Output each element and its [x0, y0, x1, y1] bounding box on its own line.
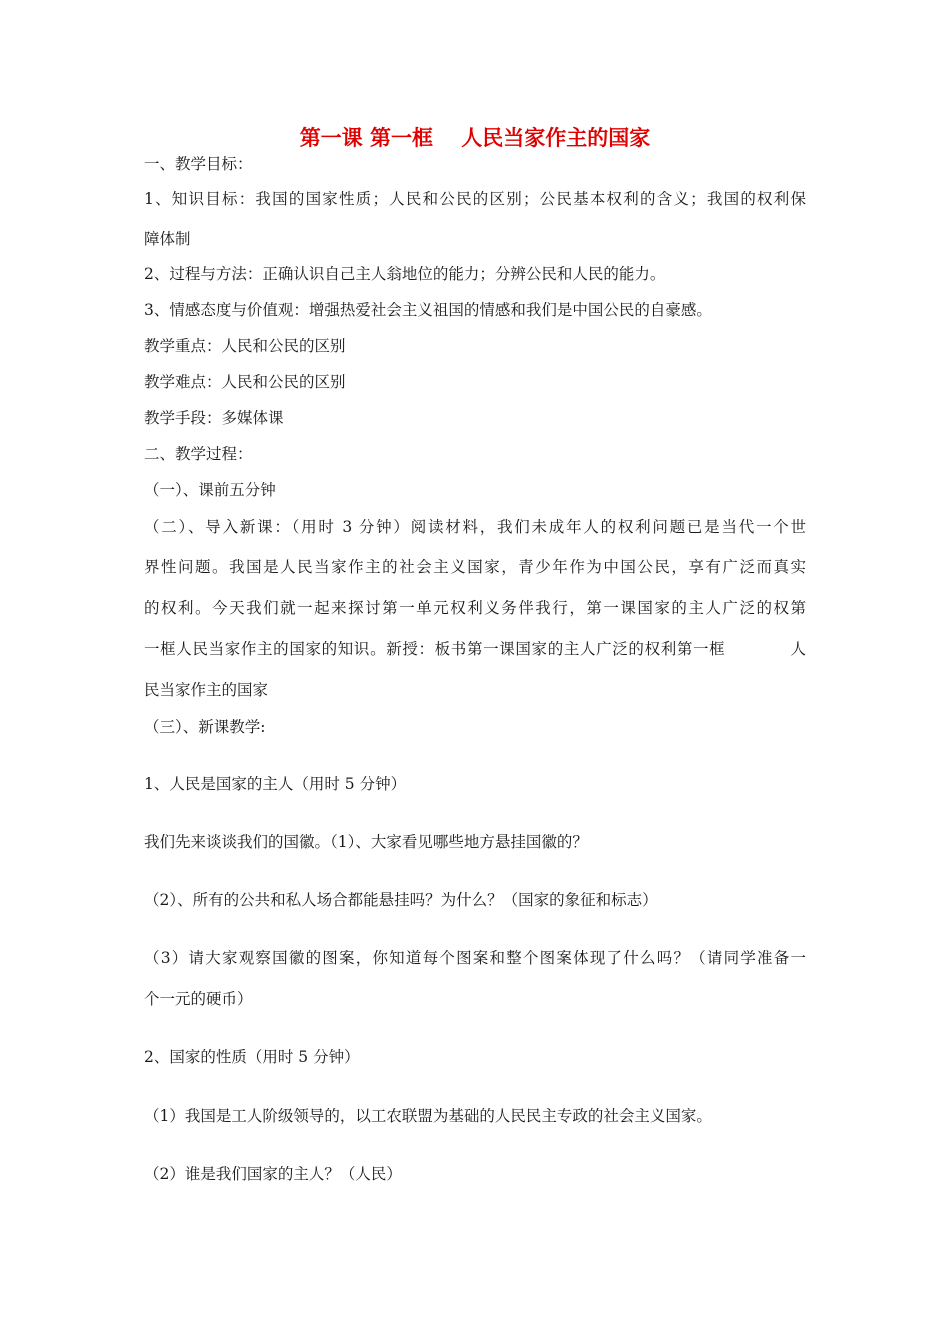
text-line: （3）请大家观察国徽的图案，你知道每个图案和整个图案体现了什么吗？（请同学准备一: [144, 949, 806, 967]
text-line: 二、教学过程：: [144, 445, 253, 463]
text-line: 界性问题。我国是人民当家作主的社会主义国家，青少年作为中国公民，享有广泛而真实: [144, 558, 806, 576]
text-line: 一、教学目标：: [144, 155, 253, 173]
text-line: （1）我国是工人阶级领导的，以工农联盟为基础的人民民主专政的社会主义国家。: [144, 1107, 712, 1125]
text-line: 2、国家的性质（用时 5 分钟）: [144, 1048, 360, 1066]
text-line: 教学重点：人民和公民的区别: [144, 337, 346, 355]
text-line: 我们先来谈谈我们的国徽。（1）、大家看见哪些地方悬挂国徽的？: [144, 833, 588, 851]
text-line: （2）、所有的公共和私人场合都能悬挂吗？为什么？（国家的象征和标志）: [144, 891, 658, 909]
text-line: （三）、新课教学:: [144, 718, 266, 736]
text-line: 民当家作主的国家: [144, 681, 269, 699]
text-line: 教学难点：人民和公民的区别: [144, 373, 346, 391]
text-line: 3、情感态度与价值观：增强热爱社会主义祖国的情感和我们是中国公民的自豪感。: [144, 301, 712, 319]
text-line: 一框人民当家作主的国家的知识。新授：板书第一课国家的主人广泛的权利第一框 人: [144, 640, 806, 658]
text-line: 1、人民是国家的主人（用时 5 分钟）: [144, 775, 407, 793]
text-line: （一）、课前五分钟: [144, 481, 276, 499]
text-line: （二）、导入新课：（用时 3 分钟）阅读材料，我们未成年人的权利问题已是当代一个世: [144, 518, 806, 536]
text-line: 个一元的硬币）: [144, 990, 253, 1008]
text-line: 的权利。今天我们就一起来探讨第一单元权利义务伴我行，第一课国家的主人广泛的权第: [144, 599, 806, 617]
document-title: 第一课 第一框 人民当家作主的国家: [299, 126, 651, 150]
text-line: 障体制: [144, 230, 191, 248]
text-line: 1、知识目标：我国的国家性质；人民和公民的区别；公民基本权利的含义；我国的权利保: [144, 190, 806, 208]
text-line: 2、过程与方法：正确认识自己主人翁地位的能力；分辨公民和人民的能力。: [144, 265, 666, 283]
text-line: （2）谁是我们国家的主人？（人民）: [144, 1165, 402, 1183]
text-line: 教学手段：多媒体课: [144, 409, 284, 427]
